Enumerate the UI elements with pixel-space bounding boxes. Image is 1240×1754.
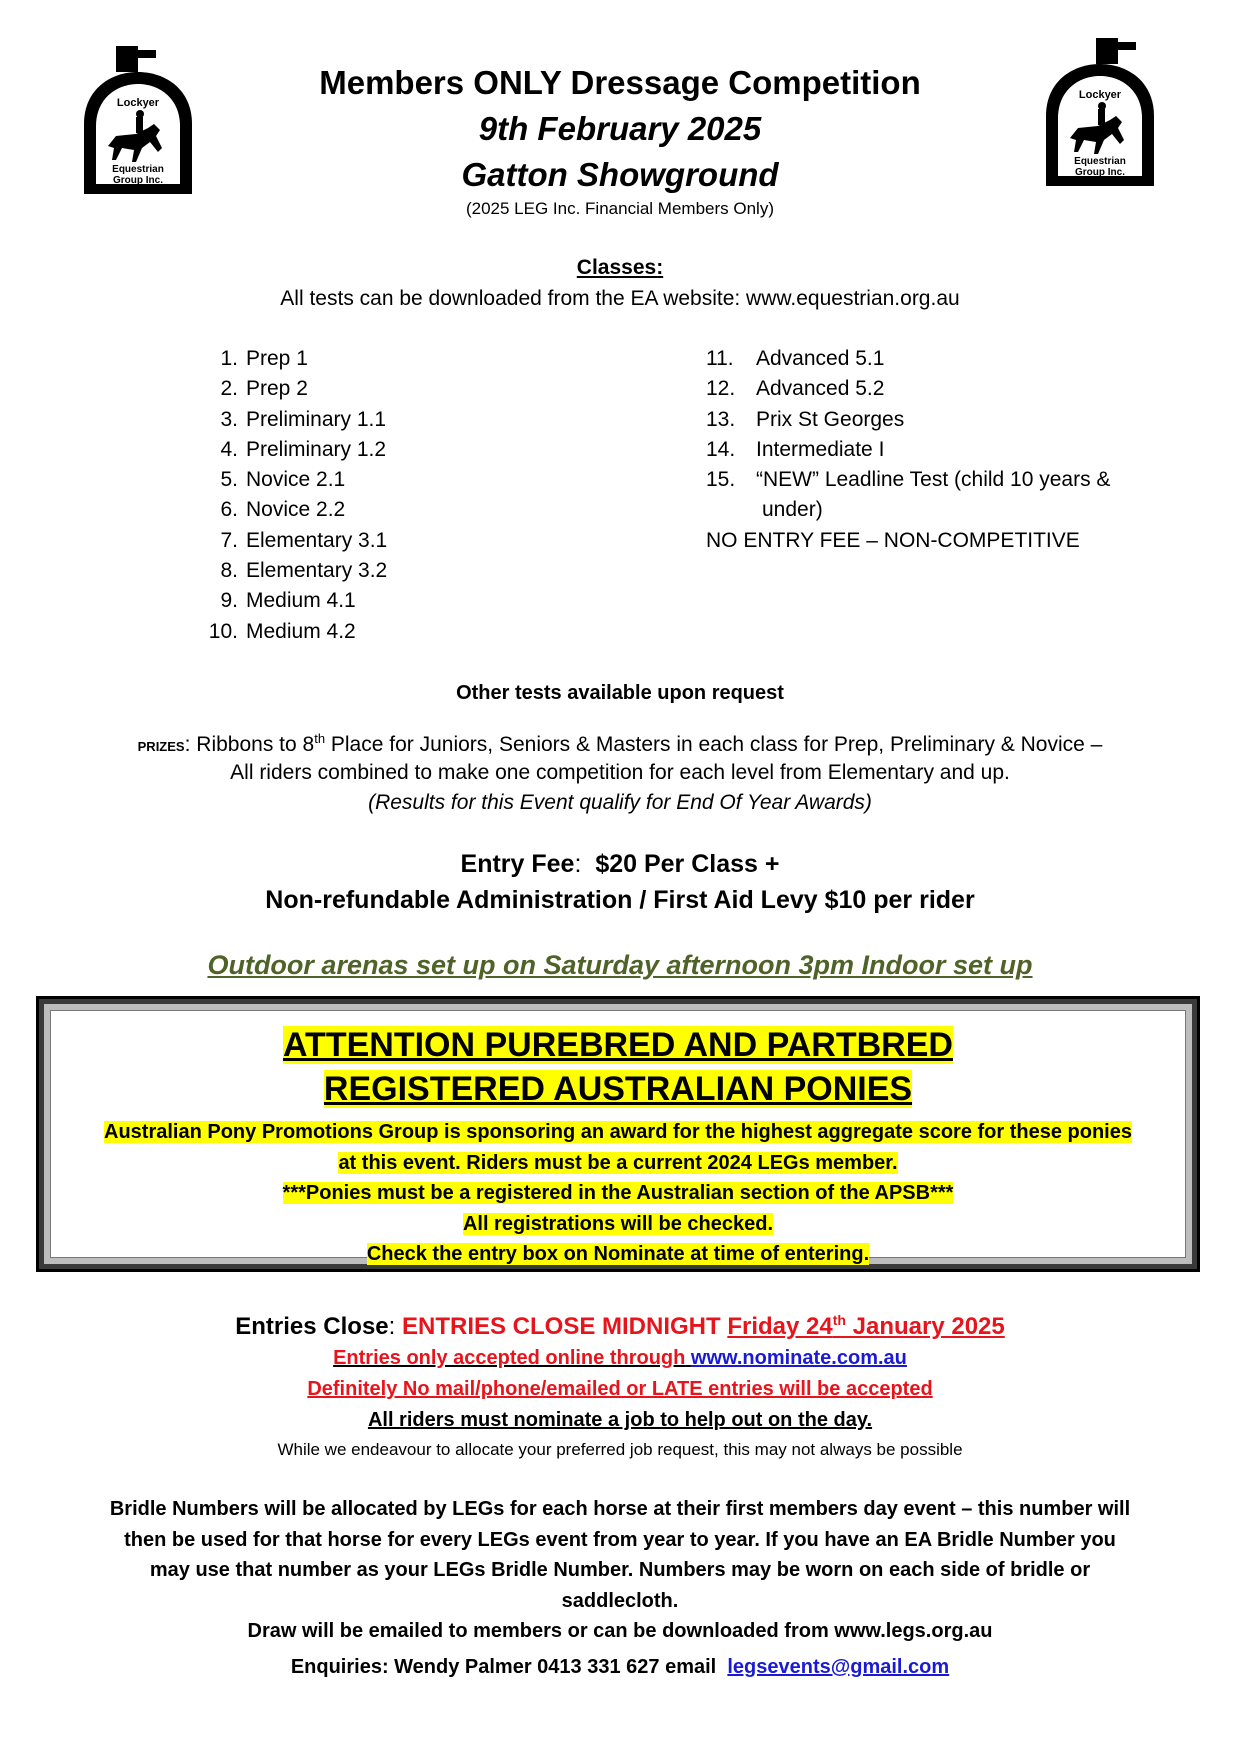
list-item: 12. Advanced 5.2	[706, 377, 885, 401]
job-note: All riders must nominate a job to help out on the day.	[367, 1409, 873, 1431]
event-venue: Gatton Showground	[461, 156, 779, 193]
list-item: 9. Medium 4.1	[220, 589, 356, 613]
email-link[interactable]: legsevents@gmail.com	[727, 1656, 950, 1678]
svg-text:Lockyer: Lockyer	[116, 97, 160, 109]
attention-line-5: Check the entry box on Nominate at time of entering.	[366, 1243, 870, 1265]
job-preference-note: While we endeavour to allocate your preferred job request, this may not always be possible	[277, 1440, 963, 1459]
bridle-line-3: may use that number as your LEGs Bridle Number. Numbers may be worn on each side of bridle or	[149, 1559, 1091, 1581]
classes-heading: Classes:	[576, 256, 664, 279]
entry-fee-value: $20 Per Class +	[595, 850, 780, 878]
list-item: 10. Medium 4.2	[208, 619, 356, 643]
attention-box-frame	[44, 1004, 1192, 1264]
list-item: 1. Prep 1	[220, 347, 308, 370]
entries-close-date: Friday 24th January 2025	[727, 1312, 1005, 1340]
draw-note: Draw will be emailed to members or can be downloaded from www.legs.org.au	[247, 1620, 993, 1642]
arenas-note: Outdoor arenas set up on Saturday afternoon 3pm Indoor set up	[207, 950, 1033, 980]
prizes-text-b: Place for Juniors, Seniors & Masters in each class for Prep, Preliminary & Novice –	[325, 733, 1103, 756]
list-item-continuation: under)	[762, 498, 823, 522]
svg-text:Group Inc.: Group Inc.	[113, 175, 163, 186]
list-item: 8. Elementary 3.2	[220, 559, 388, 583]
list-item: 13. Prix St Georges	[706, 407, 905, 431]
class-list-right	[706, 344, 1110, 556]
bridle-line-2: then be used for that horse for every LEGs event from year to year. If you have an EA Bridle Number you	[124, 1528, 1116, 1551]
no-fee-note: NO ENTRY FEE – NON-COMPETITIVE	[706, 528, 1080, 552]
attention-box-content	[50, 1010, 1186, 1265]
svg-text:Lockyer: Lockyer	[1078, 89, 1122, 101]
list-item: 4. Preliminary 1.2	[220, 437, 387, 461]
no-mail-note: Definitely No mail/phone/emailed or LATE entries will be accepted	[307, 1378, 933, 1400]
attention-heading-2: REGISTERED AUSTRALIAN PONIES	[323, 1070, 913, 1108]
list-item: 2. Prep 2	[220, 377, 308, 401]
prizes-label: PRIZES	[137, 739, 185, 754]
attention-box	[36, 996, 1200, 1272]
prizes-line-3: (Results for this Event qualify for End Of Year Awards)	[368, 791, 872, 814]
online-entries-text: Entries only accepted online through	[333, 1347, 686, 1369]
svg-text:Equestrian: Equestrian	[1074, 156, 1126, 167]
entry-fee: Entry Fee: $20 Per Class +	[460, 850, 780, 878]
list-item: 3. Preliminary 1.1	[220, 407, 387, 431]
class-list-left	[196, 344, 387, 647]
bridle-numbers	[0, 1494, 1240, 1647]
attention-line-1: Australian Pony Promotions Group is sponsoring an award for the highest aggregate score for these ponies	[104, 1121, 1132, 1143]
list-item: 15. “NEW” Leadline Test (child 10 years &	[706, 468, 1111, 492]
admin-levy: Non-refundable Administration / First Aid Levy $10 per rider	[265, 886, 975, 914]
prizes-text-a: : Ribbons to 8	[184, 733, 315, 756]
list-item: 14. Intermediate I	[706, 437, 885, 461]
list-item: 5. Novice 2.1	[220, 468, 346, 492]
entries-close: Entries Close: ENTRIES CLOSE MIDNIGHT Friday 24th January 2025	[235, 1312, 1005, 1340]
bridle-line-1: Bridle Numbers will be allocated by LEGs for each horse at their first members day event – this number will	[109, 1498, 1131, 1520]
entries-close-label: Entries Close	[235, 1313, 389, 1340]
entries-close-text: ENTRIES CLOSE MIDNIGHT	[401, 1313, 721, 1340]
nominate-link[interactable]: www.nominate.com.au	[690, 1347, 907, 1369]
download-note: All tests can be downloaded from the EA website: www.equestrian.org.au	[280, 287, 960, 310]
attention-line-2: at this event. Riders must be a current 2024 LEGs member.	[338, 1151, 898, 1174]
svg-text:Group Inc.: Group Inc.	[1075, 167, 1125, 178]
attention-line-4: All registrations will be checked.	[462, 1212, 774, 1235]
list-item: 7. Elementary 3.1	[220, 528, 388, 552]
enquiries-text: Enquiries: Wendy Palmer 0413 331 627 email	[290, 1656, 717, 1678]
prizes-line-1	[0, 731, 1240, 757]
online-entries	[0, 1347, 1240, 1370]
enquiries	[0, 1656, 1240, 1679]
bridle-line-4: saddlecloth.	[561, 1589, 679, 1612]
attention-line-3: ***Ponies must be a registered in the Australian section of the APSB***	[282, 1182, 954, 1204]
list-item: 6. Novice 2.2	[220, 498, 346, 522]
svg-text:Equestrian: Equestrian	[112, 164, 164, 175]
members-note: (2025 LEG Inc. Financial Members Only)	[465, 199, 774, 218]
event-date: 9th February 2025	[478, 110, 762, 147]
list-item: 11. Advanced 5.1	[706, 347, 885, 370]
page-title: Members ONLY Dressage Competition	[319, 64, 921, 101]
other-tests-note: Other tests available upon request	[456, 682, 784, 704]
entry-fee-label: Entry Fee	[460, 850, 575, 878]
prizes-sup: th	[314, 731, 326, 746]
attention-heading-1: ATTENTION PUREBRED AND PARTBRED	[283, 1026, 953, 1064]
prizes-line-2: All riders combined to make one competition for each level from Elementary and up.	[230, 761, 1010, 784]
